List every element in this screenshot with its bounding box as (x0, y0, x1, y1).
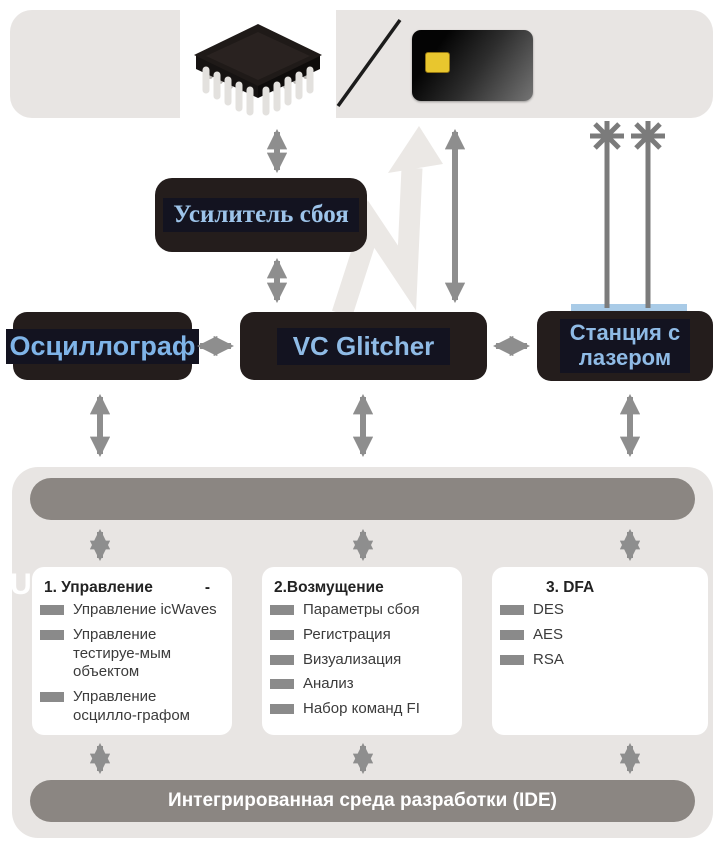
fault-amplifier-box (155, 178, 367, 252)
module-card-dfa (492, 567, 708, 735)
ide-bar-label: Интегрированная среда разработки (IDE) (168, 790, 557, 811)
list-item (270, 626, 454, 645)
list-item (270, 651, 454, 670)
module-card-perturbation (262, 567, 462, 735)
bullet-icon (270, 605, 294, 615)
laser-beam-lines (590, 121, 665, 308)
list-item-label: Набор команд FI (303, 700, 420, 717)
list-item (40, 688, 224, 726)
laser-station-label (560, 319, 690, 372)
card-title: 2.Возмущение (274, 579, 384, 596)
microchip-image (180, 10, 336, 118)
card-title: 3. DFA (546, 579, 595, 596)
microchip-icon (180, 10, 336, 118)
smartcard-image (412, 30, 533, 101)
list-item (270, 700, 454, 719)
bullet-icon (270, 704, 294, 714)
list-item-label: Анализ (303, 675, 354, 693)
list-item (500, 601, 700, 620)
list-item-label: Параметры сбоя (303, 601, 420, 618)
card-title-suffix: - (204, 579, 210, 596)
card-title: 1. Управление (44, 579, 153, 596)
list-item-label: AES (533, 625, 564, 643)
laser-station-label-line2: лазером (578, 345, 672, 370)
list-item (40, 626, 224, 682)
list-item-label: Управление тестируе-мым объектом (73, 625, 172, 681)
laser-burst-icon (631, 124, 665, 148)
list-item (500, 651, 700, 670)
bullet-icon (270, 679, 294, 689)
bullet-icon (40, 605, 64, 615)
list-item-label: DES (533, 601, 564, 618)
bullet-icon (40, 630, 64, 640)
list-item (270, 601, 454, 620)
card-title-row (546, 579, 686, 597)
module-card-control (32, 567, 232, 735)
bullet-icon (270, 655, 294, 665)
list-item (500, 626, 700, 645)
bullet-icon (500, 605, 524, 615)
smartcard-contact-chip-icon (425, 52, 450, 73)
bullet-icon (500, 655, 524, 665)
list-item-label: Управление осцилло-графом (73, 688, 190, 724)
list-item-label: Регистрация (303, 625, 391, 643)
list-item-label: RSA (533, 650, 564, 668)
card-title-row (44, 579, 210, 597)
software-bus-bar (30, 478, 695, 520)
vc-glitcher-label: VC Glitcher (277, 328, 451, 365)
bullet-icon (500, 630, 524, 640)
ide-bar (30, 780, 695, 822)
oscilloscope-label: Осциллограф (6, 329, 198, 364)
bullet-icon (40, 692, 64, 702)
list-item (270, 675, 454, 694)
bullet-icon (270, 630, 294, 640)
list-item-label: Визуализация (303, 650, 402, 668)
oscilloscope-box (9, 312, 196, 380)
fault-amplifier-label: Усилитель сбоя (163, 198, 359, 232)
card-title-row (274, 579, 440, 597)
laser-station-box (537, 311, 713, 381)
list-item (40, 601, 224, 620)
list-item-label: Управление icWaves (73, 601, 217, 618)
target-devices-band (10, 10, 713, 118)
watermark-letter: U (10, 568, 32, 601)
vc-glitcher-box (240, 312, 487, 380)
laser-burst-icon (590, 124, 624, 148)
laser-station-label-line1: Станция с (569, 320, 681, 346)
